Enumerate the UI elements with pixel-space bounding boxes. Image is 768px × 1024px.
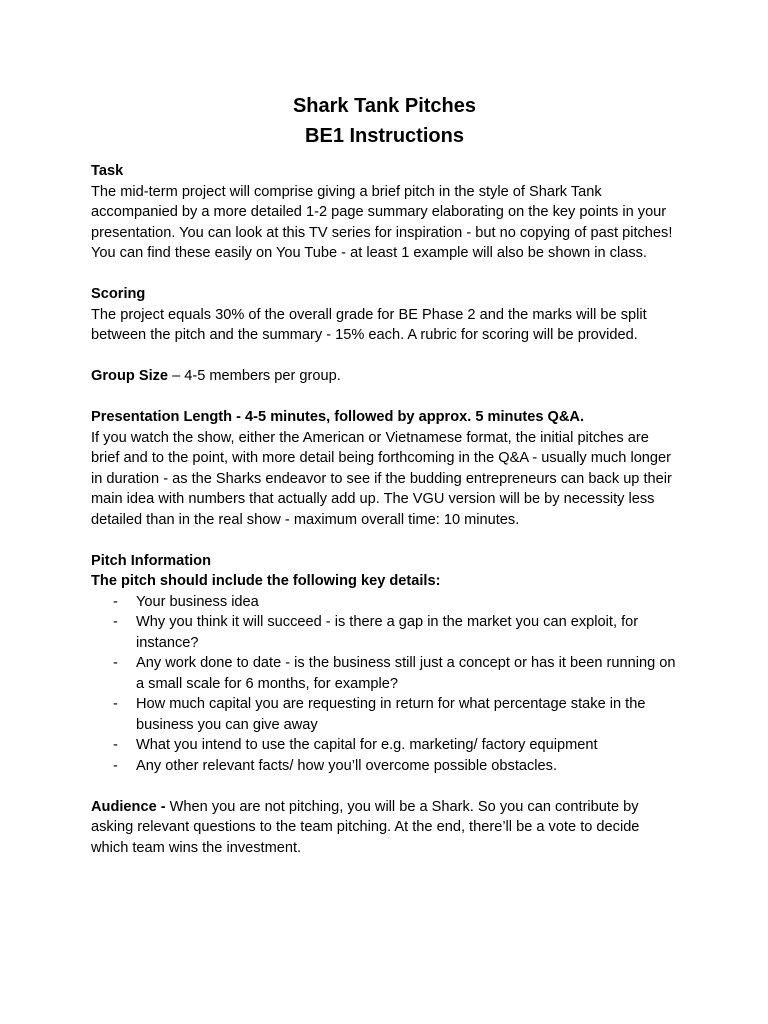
list-dash: - — [113, 655, 118, 671]
list-dash: - — [113, 696, 118, 712]
list-item-text: Any other relevant facts/ how you’ll overcome possible obstacles. — [136, 757, 557, 774]
task-section — [91, 161, 678, 264]
list-item-text: What you intend to use the capital for e.g. marketing/ factory equipment — [136, 737, 598, 753]
audience-paragraph — [91, 797, 678, 859]
scoring-body: The project equals 30% of the overall grade for BE Phase 2 and the marks will be split between the pitch and the summary - 15% each. A rubric for scoring will be provided. — [91, 306, 647, 343]
title-line-2: BE1 Instructions — [305, 125, 464, 147]
group-size-section — [91, 366, 678, 387]
group-size-paragraph — [91, 366, 678, 387]
presentation-length-body: If you watch the show, either the American or Vietnamese format, the initial pitches are brief and to the point, with more detail being forthcoming in the Q&A - usually much longer in duration - as the Sharks endeavor to see if the budding entrepreneurs can back up their main idea with numbers that actually add up. The VGU version will be by necessity less detailed than in the real show - maximum overall time: 10 minutes. — [91, 429, 672, 528]
task-heading: Task — [91, 163, 124, 179]
list-dash: - — [113, 757, 118, 774]
scoring-heading: Scoring — [91, 286, 146, 302]
audience-heading: Audience - — [91, 798, 170, 815]
list-item — [91, 694, 678, 735]
list-item-text: Your business idea — [136, 593, 259, 610]
document-title — [91, 91, 678, 151]
presentation-length-heading: Presentation Length - 4-5 minutes, followed by approx. 5 minutes Q&A. — [91, 409, 585, 425]
list-item — [91, 756, 678, 777]
scoring-section — [91, 284, 678, 346]
list-dash: - — [113, 593, 118, 610]
audience-section — [91, 797, 678, 859]
group-size-heading: Group Size — [91, 368, 169, 384]
pitch-information-section — [91, 551, 678, 777]
list-item — [91, 735, 678, 756]
list-item-text: Why you think it will succeed - is there a gap in the market you can exploit, for instance? — [136, 614, 639, 651]
pitch-information-subheading: The pitch should include the following key details: — [91, 573, 441, 589]
task-body: The mid-term project will comprise giving a brief pitch in the style of Shark Tank accompanied by a more detailed 1-2 page summary elaborating on the key points in your presentation. You can look at this TV series for inspiration - but no copying of past pitches! You can find these easily on You Tube - at least 1 example will also be shown in class. — [91, 183, 673, 261]
list-item — [91, 612, 678, 653]
list-item — [91, 592, 678, 613]
key-details-list — [91, 592, 678, 777]
list-item-text: How much capital you are requesting in return for what percentage stake in the business you can give away — [136, 696, 646, 733]
title-line-1: Shark Tank Pitches — [292, 95, 477, 117]
pitch-information-heading: Pitch Information — [91, 552, 211, 569]
group-size-body: – 4-5 members per group. — [168, 368, 341, 384]
list-item-text: Any work done to date - is the business still just a concept or has it been running on a small scale for 6 months, for example? — [136, 655, 676, 692]
audience-body: When you are not pitching, you will be a Shark. So you can contribute by asking relevant questions to the team pitching. At the end, there’ll be a vote to decide which team wins the investment. — [91, 798, 640, 856]
list-dash: - — [113, 737, 118, 753]
list-dash: - — [113, 614, 118, 630]
list-item — [91, 653, 678, 694]
presentation-length-section — [91, 407, 678, 530]
